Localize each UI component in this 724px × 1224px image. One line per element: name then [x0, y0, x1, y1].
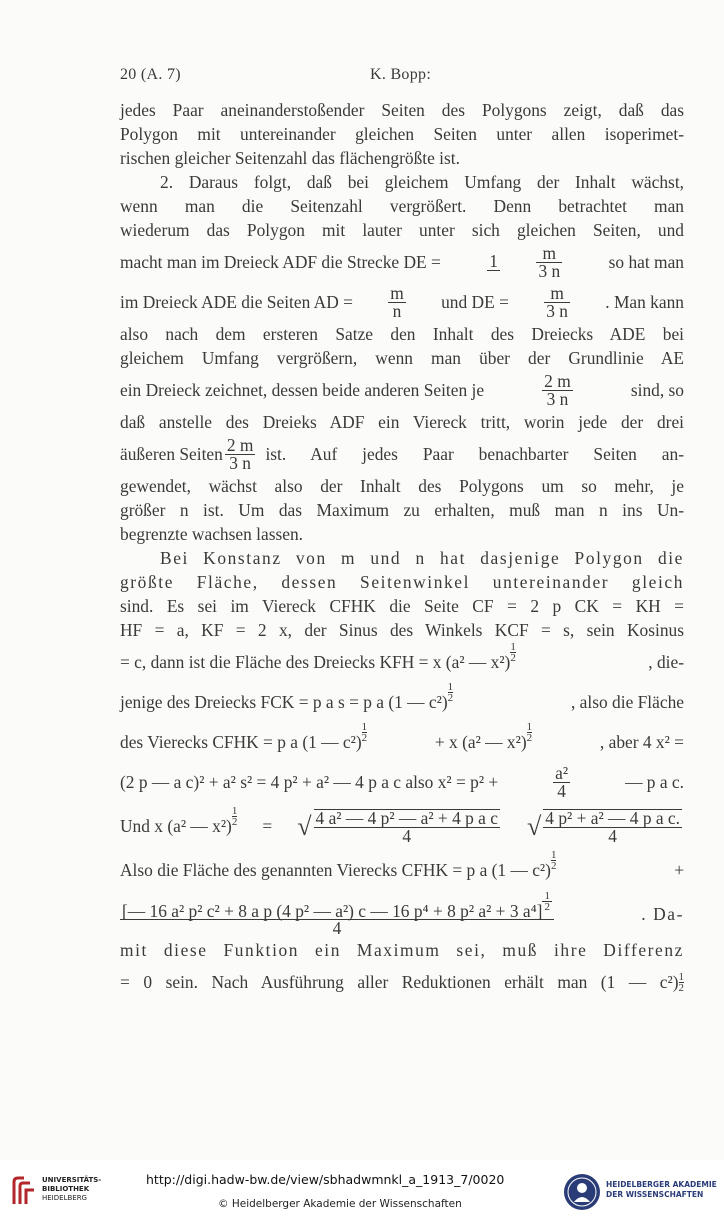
- text-line: jedes Paar aneinanderstoßender Seiten des Polygons zeigt, daß das: [120, 100, 684, 120]
- fraction: [314, 809, 500, 845]
- denominator: 3 n: [546, 388, 569, 409]
- exponent-fraction: [510, 642, 516, 663]
- academy-name-line: HEIDELBERGER AKADEMIE: [606, 1180, 717, 1189]
- denominator: 3 n: [538, 260, 561, 281]
- radical-sign: √: [297, 812, 312, 841]
- exponent-fraction: [362, 722, 368, 743]
- formula-text: + x (a² — x²): [434, 732, 527, 752]
- text-line: größer n ist. Um das Maximum zu erhalten, muß man n ins Un-: [120, 500, 684, 520]
- numerator: 1: [550, 849, 557, 862]
- fraction: [542, 370, 573, 409]
- denominator: 2: [231, 816, 238, 829]
- formula-text: = c, dann ist die Fläche des Dreiecks KFH = x (a² — x²): [120, 652, 511, 672]
- text-line: wiederum das Polygon mit lauter unter sich gleichen Seiten, und: [120, 220, 684, 240]
- text-segment: sind, so: [630, 380, 684, 400]
- exponent-fraction: [551, 850, 557, 871]
- text-line: [120, 722, 684, 762]
- numerator: m: [544, 285, 570, 303]
- text-line: größte Fläche, dessen Seitenwinkel untereinander gleich: [120, 572, 684, 592]
- text-segment: . Da-: [641, 904, 684, 924]
- numerator: 1: [544, 889, 550, 902]
- text-segment: im Dreieck ADE die Seiten AD =: [120, 292, 353, 312]
- page-body: [120, 98, 684, 1002]
- denominator: 2: [361, 732, 368, 745]
- fraction: [543, 809, 682, 845]
- text-line: Bei Konstanz von m und n hat dasjenige Polygon die: [160, 548, 684, 568]
- fraction: [536, 242, 562, 281]
- text-segment: [120, 802, 237, 850]
- text-segment: [435, 722, 532, 762]
- denominator: 3 n: [546, 300, 568, 321]
- text-line: [120, 802, 684, 850]
- library-name: [42, 1176, 101, 1203]
- text-segment: , also die Fläche: [570, 692, 684, 712]
- numerator: 1: [526, 721, 533, 734]
- numerator: m: [536, 245, 562, 263]
- fraction: [487, 253, 500, 271]
- author-name: K. Bopp:: [370, 66, 432, 83]
- library-name-line: HEIDELBERG: [42, 1194, 87, 1202]
- text-segment: macht man im Dreieck ADF die Strecke DE =: [120, 252, 441, 272]
- text-line: gleichem Umfang vergrößern, wenn man über der Grundlinie AE: [120, 348, 684, 368]
- denominator: 2: [678, 981, 684, 994]
- numerator: 1: [510, 641, 516, 654]
- numerator: 1: [361, 721, 368, 734]
- formula-text: = 0 sein. Nach Ausführung aller Reduktionen erhält man (1 — c²): [120, 972, 679, 992]
- text-segment: [120, 642, 516, 682]
- numerator: 4 a² — 4 p² — a² + 4 p a c: [315, 808, 498, 828]
- numerator: 1: [678, 970, 684, 983]
- text-line: [120, 682, 684, 722]
- numerator: 2 m: [226, 434, 254, 455]
- permalink-url[interactable]: http://digi.hadw-bw.de/view/sbhadwmnkl_a_1913_7/0020: [146, 1172, 505, 1187]
- text-segment: ein Dreieck zeichnet, dessen beide anderen Seiten je: [120, 380, 485, 400]
- square-root: [297, 801, 502, 851]
- fraction: [388, 282, 406, 321]
- text-segment: [120, 850, 556, 890]
- formula-text: Also die Fläche des genannten Vierecks CFHK = p a (1 — c²): [120, 860, 551, 880]
- text-segment: so hat man: [608, 252, 684, 272]
- exponent-fraction: [448, 682, 454, 703]
- denominator: 2: [544, 900, 550, 913]
- text-line: [120, 242, 684, 282]
- text-segment: ist. Auf jedes Paar benachbarter Seiten an-: [265, 444, 684, 464]
- numerator: [120, 891, 554, 921]
- text-line: begrenzte wachsen lassen.: [120, 524, 304, 544]
- denominator: 4: [402, 826, 412, 846]
- text-segment: , aber 4 x² =: [599, 732, 684, 752]
- radical-sign: √: [527, 812, 542, 841]
- text-line: [120, 434, 684, 474]
- fraction: [553, 762, 570, 801]
- denominator: 2: [526, 732, 533, 745]
- denominator: 4: [332, 918, 342, 939]
- numerator: 1: [231, 805, 238, 818]
- academy-name: [606, 1180, 717, 1200]
- fraction: [544, 282, 570, 321]
- denominator: 2: [447, 692, 454, 705]
- copyright-text: © Heidelberger Akademie der Wissenschaften: [218, 1198, 462, 1210]
- exponent-fraction: [527, 722, 533, 743]
- text-segment: und DE =: [441, 292, 509, 312]
- text-segment: . Man kann: [605, 292, 684, 312]
- numerator: 1: [447, 681, 454, 694]
- text-line: [120, 762, 684, 802]
- exponent-fraction: [679, 972, 685, 993]
- text-line: [120, 962, 684, 1002]
- academy-name-line: DER WISSENSCHAFTEN: [606, 1190, 704, 1199]
- running-header: [120, 62, 682, 86]
- text-line: [120, 890, 684, 938]
- numerator: m: [390, 282, 404, 303]
- text-line: [120, 282, 684, 322]
- numerator: 2 m: [544, 370, 571, 391]
- denominator: 2: [510, 652, 516, 665]
- denominator: 3 n: [229, 452, 252, 473]
- exponent-fraction: [542, 891, 552, 912]
- denominator: n: [392, 300, 402, 321]
- text-line: [120, 642, 684, 682]
- text-segment: [120, 682, 453, 722]
- numerator: a²: [555, 762, 569, 783]
- library-name-line: BIBLIOTHEK: [42, 1185, 90, 1193]
- text-segment: äußeren Seiten: [120, 444, 223, 464]
- text-line: HF = a, KF = 2 x, der Sinus des Winkels KCF = s, sein Kosinus: [120, 620, 684, 640]
- square-root: [527, 801, 684, 851]
- denominator: 4: [557, 780, 566, 801]
- formula-text: des Vierecks CFHK = p a (1 — c²): [120, 732, 362, 752]
- denominator: 2: [550, 860, 557, 873]
- text-line: sind. Es sei im Viereck CFHK die Seite CF = 2 p CK = KH =: [120, 596, 684, 616]
- denominator: 4: [608, 826, 617, 846]
- formula-text: Und x (a² — x²): [120, 816, 232, 836]
- text-segment: , die-: [648, 652, 684, 672]
- formula-text: jenige des Dreiecks FCK = p a s = p a (1 — c²): [120, 692, 448, 712]
- formula-text: [— 16 a² p² c² + 8 a p (4 p² — a²) c — 16 p⁴ + 8 p² a² + 3 a⁴]: [122, 900, 543, 921]
- academy-seal-icon: [562, 1172, 602, 1212]
- fraction: [225, 434, 256, 473]
- footer-bar: [0, 1160, 724, 1224]
- text-line: also nach dem ersteren Satze den Inhalt des Dreiecks ADE bei: [120, 324, 684, 344]
- text-segment: (2 p — a c)² + a² s² = 4 p² + a² — 4 p a c also x² = p² +: [120, 772, 499, 792]
- text-segment: +: [674, 860, 684, 880]
- text-line: daß anstelle des Dreieks ADF ein Viereck tritt, worin jede der drei: [120, 412, 684, 432]
- text-line: gewendet, wächst also der Inhalt des Polygons um so mehr, je: [120, 476, 684, 496]
- fraction: [120, 891, 554, 938]
- text-line: Polygon mit untereinander gleichen Seiten unter allen isoperimet-: [120, 124, 684, 144]
- numerator: 1: [489, 251, 498, 271]
- text-line: 2. Daraus folgt, daß bei gleichem Umfang der Inhalt wächst,: [160, 172, 684, 192]
- exponent-fraction: [232, 806, 238, 827]
- page-number: 20 (A. 7): [120, 66, 181, 83]
- numerator: 4 p² + a² — 4 p a c.: [545, 808, 680, 828]
- university-library-logo-icon: [10, 1174, 38, 1208]
- text-line: [120, 370, 684, 410]
- text-segment: =: [262, 816, 273, 836]
- text-line: [120, 850, 684, 890]
- text-line: rischen gleicher Seitenzahl das flächengrößte ist.: [120, 148, 460, 168]
- library-name-line: UNIVERSITÄTS-: [42, 1176, 102, 1184]
- text-line: mit diese Funktion ein Maximum sei, muß ihre Differenz: [120, 940, 684, 960]
- text-segment: [120, 962, 679, 1002]
- text-segment: [120, 722, 367, 762]
- text-line: wenn man die Seitenzahl vergrößert. Denn betrachtet man: [120, 196, 684, 216]
- text-segment: — p a c.: [625, 772, 684, 792]
